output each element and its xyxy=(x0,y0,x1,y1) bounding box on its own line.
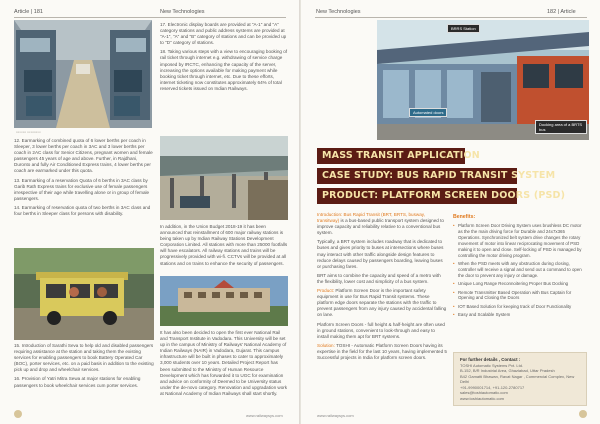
banner-product: PRODUCT: PLATFORM SCREEN DOORS (PSD) xyxy=(317,188,517,204)
right-page-number: 182 | Article xyxy=(547,9,576,15)
benefit-item: • Unique Long Range Reconnoitering Proper Bus Docking xyxy=(453,281,587,287)
magazine-logo-icon xyxy=(579,410,587,418)
solution-paragraph: Solution: TOSHI - Automatic Platform Screen Doors having its expertise in the field for the last 10 years, having implemented 5 Successful projects in India for platform screen doors. xyxy=(317,342,447,360)
right-page xyxy=(301,0,600,424)
list-bottom xyxy=(14,343,154,392)
banner-case-study: CASE STUDY: BUS RAPID TRANSIT SYSTEM xyxy=(317,168,517,184)
list-item-12: 12. Earmarking of combined quota of 6 lower berths per coach in Sleeper, 3 lower berths per coach in 3AC and 3 lower berths per coach in 2AC class for Senior Citizens, pregnant women and female passengers 45 years of age and above. Further, in Rajdhani, Duronto and fully Air Conditioned Express trains, 4 lower berths per coach are earmarked under this quota. xyxy=(14,138,153,174)
benefit-item: • When the PSD meets with any obstruction during closing, controller will receive a signal and send out a command to open the door to prevent any injury or damage. xyxy=(453,261,587,279)
contact-line: B42 Gamatti Bhawan, Ravat Nagar , Commercial Complex, New Delhi xyxy=(460,373,575,384)
list-item-13: 13. Earmarking of a reservation Quota of 6 berths in 3AC class by Garib Rath Express trains for exclusive use of female passengers irrespective of their age while travelling alone or in group of female passengers. xyxy=(14,177,150,201)
brrs-station-label: BRRS Station xyxy=(447,24,480,33)
battery-car-photo xyxy=(14,248,154,340)
list-item-16: 16. Provision of Yatri Mitra Sewa at major stations for enabling passengers to book wheelchair services cum porter services. xyxy=(14,376,141,388)
magazine-logo-icon xyxy=(14,410,22,418)
academy-building-photo xyxy=(160,276,288,326)
brt-paragraph-2: BRT aims to combine the capacity and speed of a metro with the flexibility, lower cost and simplicity of a bus system. xyxy=(317,272,441,284)
list-item-17: 17. Electronic display boards are provided at "A-1" and "A" category stations and public address systems are provided at "A-1", "A" and "B" category of stations and can be provided up to "D" category of stations. xyxy=(160,22,287,46)
paragraph-budget: In addition, in the Union Budget 2018-19 it has been announced that reinstallment of 600 major railway stations is being taken up by Indian Railway Stations Development Corporation Limited. All stations with more than 25000 footfalls will have escalators. All railway stations and trains will be progressively provided with wi-fi. CCTVs will be provided at all stations and on trains to enhance the security of passengers. xyxy=(160,224,288,266)
brt-paragraph-1: Typically, a BRT system includes roadway that is dedicated to buses and gives priority to buses at intersections where buses may interact with other traffic alongside design features to reduce delays caused by passengers boarding, leaving buses or purchasing fares. xyxy=(317,239,444,269)
product-paragraph: Product: Platform Screen Door is the important safety equipment in use for Bus Rapid Transit systems. These platform edge doors separate the stations with the traffic to prevent passengers from any injury caused by accidental falling on lane. xyxy=(317,288,447,318)
benefit-item: • IOT Based Solution for keeping track of Door Functionality xyxy=(453,304,587,310)
benefits-heading: Benefits: xyxy=(453,214,476,220)
contact-website: www.toshiautomatic.com xyxy=(460,395,505,401)
automated-doors-label: Automated doors xyxy=(409,108,447,117)
contact-title: For further details , Contact : xyxy=(460,357,521,362)
docking-area-label: Docking area of a BRTS bus xyxy=(535,120,587,134)
left-footer-url: www.railwaysys.com xyxy=(246,413,283,418)
left-page xyxy=(0,0,299,424)
train-interior-photo xyxy=(14,20,152,128)
psd-paragraph: Platform Screen Doors - full height & half-height are often used in ground stations, convenient to look-through and easy to install making them apt for BRT systems. xyxy=(317,321,445,339)
benefit-item: • Remote Transmitter Based Operation with Bus Captain for Opening and Closing the Doors xyxy=(453,290,587,302)
contact-line: +91-9990001714, +91-120-2780717 xyxy=(460,384,525,390)
banner-mass-transit: MASS TRANSIT APPLICATION xyxy=(317,148,465,164)
list-item-18: 18. Taking various steps with a view to encouraging booking of rail ticket through internet e.g. withdrawing of service charge imposed by IRCTC, enhancing the capacity of the server, increasing the options available for making payment while booking ticket through internet, etc. Due to these efforts, internet ticketing now constitutes approximately 64% of total reserved tickets issued on Indian Railways. xyxy=(160,49,288,91)
header-rule xyxy=(14,17,286,18)
contact-line: B-152, B/R Industrial Area, Ghaziabad, Uttar Pradesh xyxy=(460,368,555,373)
station-platform-photo xyxy=(160,136,288,220)
contact-email: sales@toshiautomatic.com xyxy=(460,390,508,395)
right-footer-url: www.railwaysys.com xyxy=(317,413,354,418)
intro-paragraph: Introduction: Bus Rapid Transit (BRT, BRTS, busway, transitway) is a bus-based public transport system designed to improve capacity and reliability relative to a conventional bus system. xyxy=(317,212,444,236)
benefits-list xyxy=(453,223,587,321)
photo-caption: ▭▭▭ ▭▭▭▭ xyxy=(16,130,41,134)
list-right xyxy=(160,22,288,95)
header-rule xyxy=(315,17,587,18)
contact-line: TOSHI Automatic Systems Pvt. Ltd. xyxy=(460,362,524,368)
benefit-item: • Platform Screen Door Driving System uses brushless DC motor as the the main driving force for Durable and 24x7x365 Operations. Synchronized belt system drive changes the rotary movement of motor into linear reciprocating movement of PSD making it to open and close. Self-locking of PSD is managed by controlling the motor driving program. xyxy=(453,223,587,258)
list-item-14: 14. Earmarking of reservation quota of two berths in 3AC class and four berths in Sleeper class for persons with disability. xyxy=(14,204,151,217)
contact-box xyxy=(453,352,587,406)
left-section-title: New Technologies xyxy=(160,9,205,15)
list-item-15: 15. Introduction of Sarathi Seva to help old and disabled passengers requiring assistance at the station and taking them the existing services for enabling passengers to book Battery Operated Car (BOC), porter services, etc. on a paid basis in addition to the existing pick up and drop and wheelchair services. xyxy=(14,343,154,373)
list-top xyxy=(14,138,154,220)
left-page-number: Article | 181 xyxy=(14,9,43,15)
right-section-title: New Technologies xyxy=(316,9,361,15)
case-study-body xyxy=(317,212,447,364)
benefit-item: • Easy and Scalable System xyxy=(453,312,587,318)
paragraph-university: It has also been decided to open the first ever National Rail and Transport Institute in Vadodara. This University will be set up in the campus of Ministry of Railways' National Academy of Indian Railways (NAIR) in Vadodara, Gujarat. This campus infrastructure will be built in phases to cater to approximately 3,000 students over 10 years. Detailed Project Report has been submitted to the Ministry of Human Resource Development which has forwarded it to UGC for examination and advice on conformity of Deemed to be University status under the de-novo category. Renovation and upgradation work at National Academy of Indian Railways shall start shortly. xyxy=(160,330,288,396)
